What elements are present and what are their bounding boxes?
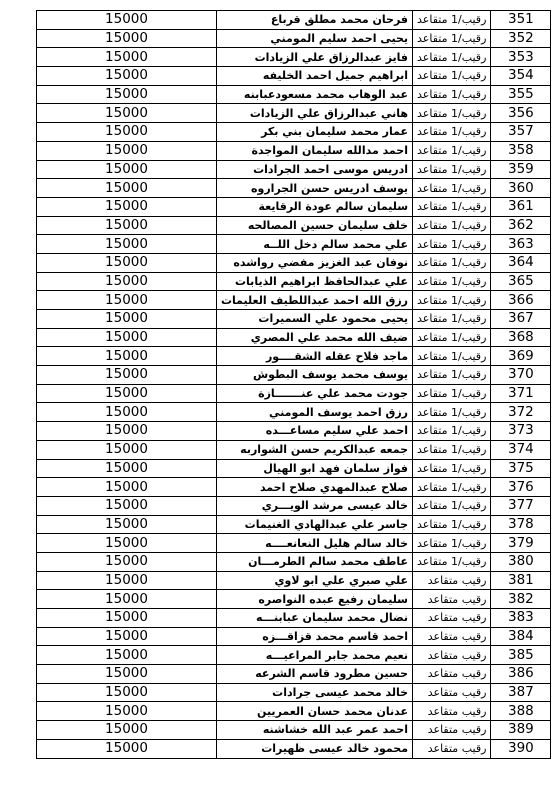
roster-table xyxy=(36,10,551,759)
amount-cell: 15000 xyxy=(37,609,217,628)
rank-cell: رقيب/1 متقاعد xyxy=(413,272,491,291)
rank-cell: رقيب/1 متقاعد xyxy=(413,366,491,385)
number-cell: 371 xyxy=(491,384,551,403)
amount-cell: 15000 xyxy=(37,141,217,160)
rank-cell: رقيب متقاعد xyxy=(413,683,491,702)
number-cell: 389 xyxy=(491,721,551,740)
amount-cell: 15000 xyxy=(37,85,217,104)
table-row xyxy=(37,702,551,721)
amount-cell: 15000 xyxy=(37,459,217,478)
amount-cell: 15000 xyxy=(37,160,217,179)
rank-cell: رقيب/1 متقاعد xyxy=(413,534,491,553)
table-row xyxy=(37,422,551,441)
amount-cell: 15000 xyxy=(37,515,217,534)
table-row xyxy=(37,384,551,403)
amount-cell: 15000 xyxy=(37,534,217,553)
name-cell: علي عبدالحافظ ابراهيم الذيابات xyxy=(217,272,413,291)
rank-cell: رقيب/1 متقاعد xyxy=(413,48,491,67)
amount-cell: 15000 xyxy=(37,310,217,329)
table-row xyxy=(37,721,551,740)
number-cell: 390 xyxy=(491,739,551,758)
number-cell: 378 xyxy=(491,515,551,534)
name-cell: احمد علي سليم مساعـــده xyxy=(217,422,413,441)
name-cell: نعيم محمد جابر المراعيـــه xyxy=(217,646,413,665)
name-cell: فرحان محمد مطلق قرباع xyxy=(217,11,413,30)
rank-cell: رقيب/1 متقاعد xyxy=(413,440,491,459)
number-cell: 375 xyxy=(491,459,551,478)
table-row xyxy=(37,291,551,310)
amount-cell: 15000 xyxy=(37,67,217,86)
rank-cell: رقيب/1 متقاعد xyxy=(413,29,491,48)
number-cell: 355 xyxy=(491,85,551,104)
rank-cell: رقيب/1 متقاعد xyxy=(413,422,491,441)
amount-cell: 15000 xyxy=(37,721,217,740)
amount-cell: 15000 xyxy=(37,552,217,571)
amount-cell: 15000 xyxy=(37,440,217,459)
rank-cell: رقيب متقاعد xyxy=(413,646,491,665)
name-cell: يوسف محمد يوسف البطوش xyxy=(217,366,413,385)
table-row xyxy=(37,552,551,571)
number-cell: 384 xyxy=(491,627,551,646)
number-cell: 383 xyxy=(491,609,551,628)
table-row xyxy=(37,459,551,478)
amount-cell: 15000 xyxy=(37,665,217,684)
table-row xyxy=(37,197,551,216)
number-cell: 372 xyxy=(491,403,551,422)
amount-cell: 15000 xyxy=(37,571,217,590)
roster-body xyxy=(37,11,551,759)
number-cell: 359 xyxy=(491,160,551,179)
table-row xyxy=(37,235,551,254)
name-cell: عاطف محمد سالم الطرمـــان xyxy=(217,552,413,571)
amount-cell: 15000 xyxy=(37,347,217,366)
name-cell: يحيى احمد سليم المومني xyxy=(217,29,413,48)
table-row xyxy=(37,179,551,198)
table-row xyxy=(37,403,551,422)
amount-cell: 15000 xyxy=(37,11,217,30)
number-cell: 374 xyxy=(491,440,551,459)
table-row xyxy=(37,440,551,459)
amount-cell: 15000 xyxy=(37,253,217,272)
amount-cell: 15000 xyxy=(37,702,217,721)
table-row xyxy=(37,496,551,515)
table-row xyxy=(37,123,551,142)
name-cell: خالد محمد عيسى جرادات xyxy=(217,683,413,702)
name-cell: خالد عيسى مرشد الويـــري xyxy=(217,496,413,515)
table-row xyxy=(37,366,551,385)
number-cell: 369 xyxy=(491,347,551,366)
name-cell: يحيى محمود علي السميرات xyxy=(217,310,413,329)
name-cell: علي صبري علي ابو لاوي xyxy=(217,571,413,590)
table-row xyxy=(37,253,551,272)
rank-cell: رقيب/1 متقاعد xyxy=(413,515,491,534)
name-cell: خالد سالم هليل النعانعــــه xyxy=(217,534,413,553)
name-cell: هاني عبدالرزاق علي الزيادات xyxy=(217,104,413,123)
table-row xyxy=(37,141,551,160)
number-cell: 373 xyxy=(491,422,551,441)
rank-cell: رقيب متقاعد xyxy=(413,665,491,684)
rank-cell: رقيب/1 متقاعد xyxy=(413,310,491,329)
number-cell: 377 xyxy=(491,496,551,515)
number-cell: 386 xyxy=(491,665,551,684)
rank-cell: رقيب/1 متقاعد xyxy=(413,216,491,235)
amount-cell: 15000 xyxy=(37,422,217,441)
rank-cell: رقيب/1 متقاعد xyxy=(413,11,491,30)
name-cell: سليمان سالم عودة الرقايعة xyxy=(217,197,413,216)
table-row xyxy=(37,683,551,702)
number-cell: 385 xyxy=(491,646,551,665)
name-cell: ضيف الله محمد علي المصري xyxy=(217,328,413,347)
name-cell: احمد عمر عبد الله خشاشنه xyxy=(217,721,413,740)
number-cell: 367 xyxy=(491,310,551,329)
table-row xyxy=(37,571,551,590)
name-cell: خلف سليمان حسين المصالحه xyxy=(217,216,413,235)
rank-cell: رقيب/1 متقاعد xyxy=(413,67,491,86)
number-cell: 388 xyxy=(491,702,551,721)
number-cell: 354 xyxy=(491,67,551,86)
amount-cell: 15000 xyxy=(37,29,217,48)
name-cell: ابراهيم جميل احمد الخليفه xyxy=(217,67,413,86)
amount-cell: 15000 xyxy=(37,291,217,310)
name-cell: عبد الوهاب محمد مسعودعبابنه xyxy=(217,85,413,104)
number-cell: 376 xyxy=(491,478,551,497)
table-row xyxy=(37,478,551,497)
amount-cell: 15000 xyxy=(37,627,217,646)
number-cell: 380 xyxy=(491,552,551,571)
table-row xyxy=(37,665,551,684)
rank-cell: رقيب متقاعد xyxy=(413,571,491,590)
table-row xyxy=(37,310,551,329)
number-cell: 362 xyxy=(491,216,551,235)
rank-cell: رقيب/1 متقاعد xyxy=(413,459,491,478)
table-row xyxy=(37,739,551,758)
table-row xyxy=(37,11,551,30)
amount-cell: 15000 xyxy=(37,179,217,198)
rank-cell: رقيب متقاعد xyxy=(413,590,491,609)
name-cell: ادريس موسى احمد الجرادات xyxy=(217,160,413,179)
number-cell: 365 xyxy=(491,272,551,291)
number-cell: 363 xyxy=(491,235,551,254)
rank-cell: رقيب متقاعد xyxy=(413,721,491,740)
rank-cell: رقيب/1 متقاعد xyxy=(413,253,491,272)
amount-cell: 15000 xyxy=(37,197,217,216)
rank-cell: رقيب/1 متقاعد xyxy=(413,235,491,254)
name-cell: عمار محمد سليمان بني بكر xyxy=(217,123,413,142)
amount-cell: 15000 xyxy=(37,739,217,758)
table-row xyxy=(37,104,551,123)
number-cell: 387 xyxy=(491,683,551,702)
rank-cell: رقيب/1 متقاعد xyxy=(413,179,491,198)
number-cell: 381 xyxy=(491,571,551,590)
name-cell: نوفان عبد الغزيز مفضي رواشده xyxy=(217,253,413,272)
name-cell: احمد قاسم محمد قزاقـــزه xyxy=(217,627,413,646)
number-cell: 382 xyxy=(491,590,551,609)
number-cell: 353 xyxy=(491,48,551,67)
rank-cell: رقيب متقاعد xyxy=(413,627,491,646)
number-cell: 370 xyxy=(491,366,551,385)
name-cell: ماجد فلاح عقله الشقــــور xyxy=(217,347,413,366)
rank-cell: رقيب/1 متقاعد xyxy=(413,141,491,160)
rank-cell: رقيب متقاعد xyxy=(413,702,491,721)
name-cell: رزق الله احمد عبداللطيف العليمات xyxy=(217,291,413,310)
table-row xyxy=(37,515,551,534)
rank-cell: رقيب/1 متقاعد xyxy=(413,478,491,497)
number-cell: 356 xyxy=(491,104,551,123)
rank-cell: رقيب/1 متقاعد xyxy=(413,496,491,515)
name-cell: جودت محمد علي عنـــــــازة xyxy=(217,384,413,403)
name-cell: محمود خالد عيسى ظهيرات xyxy=(217,739,413,758)
amount-cell: 15000 xyxy=(37,328,217,347)
number-cell: 379 xyxy=(491,534,551,553)
rank-cell: رقيب/1 متقاعد xyxy=(413,552,491,571)
amount-cell: 15000 xyxy=(37,272,217,291)
number-cell: 366 xyxy=(491,291,551,310)
amount-cell: 15000 xyxy=(37,403,217,422)
amount-cell: 15000 xyxy=(37,123,217,142)
name-cell: عدنان محمد حسان العمريين xyxy=(217,702,413,721)
rank-cell: رقيب/1 متقاعد xyxy=(413,160,491,179)
table-row xyxy=(37,160,551,179)
amount-cell: 15000 xyxy=(37,496,217,515)
name-cell: علي محمد سالم دخل اللــه xyxy=(217,235,413,254)
amount-cell: 15000 xyxy=(37,366,217,385)
name-cell: نضال محمد سليمان عبابنـــه xyxy=(217,609,413,628)
rank-cell: رقيب/1 متقاعد xyxy=(413,104,491,123)
number-cell: 368 xyxy=(491,328,551,347)
rank-cell: رقيب/1 متقاعد xyxy=(413,291,491,310)
rank-cell: رقيب/1 متقاعد xyxy=(413,347,491,366)
amount-cell: 15000 xyxy=(37,235,217,254)
table-row xyxy=(37,347,551,366)
rank-cell: رقيب متقاعد xyxy=(413,609,491,628)
number-cell: 358 xyxy=(491,141,551,160)
number-cell: 361 xyxy=(491,197,551,216)
amount-cell: 15000 xyxy=(37,384,217,403)
name-cell: احمد مدالله سليمان المواجدة xyxy=(217,141,413,160)
table-row xyxy=(37,67,551,86)
amount-cell: 15000 xyxy=(37,646,217,665)
number-cell: 352 xyxy=(491,29,551,48)
number-cell: 357 xyxy=(491,123,551,142)
name-cell: يوسف ادريس حسن الجراروه xyxy=(217,179,413,198)
rank-cell: رقيب/1 متقاعد xyxy=(413,85,491,104)
amount-cell: 15000 xyxy=(37,590,217,609)
rank-cell: رقيب/1 متقاعد xyxy=(413,403,491,422)
table-row xyxy=(37,328,551,347)
number-cell: 364 xyxy=(491,253,551,272)
amount-cell: 15000 xyxy=(37,104,217,123)
amount-cell: 15000 xyxy=(37,48,217,67)
name-cell: سليمان رفيع عبده النواصره xyxy=(217,590,413,609)
table-row xyxy=(37,216,551,235)
table-row xyxy=(37,646,551,665)
rank-cell: رقيب/1 متقاعد xyxy=(413,123,491,142)
name-cell: فواز سلمان فهد ابو الهيال xyxy=(217,459,413,478)
table-row xyxy=(37,29,551,48)
table-row xyxy=(37,272,551,291)
table-row xyxy=(37,590,551,609)
rank-cell: رقيب/1 متقاعد xyxy=(413,384,491,403)
table-row xyxy=(37,627,551,646)
name-cell: جمعه عبدالكريم حسن الشواربه xyxy=(217,440,413,459)
rank-cell: رقيب متقاعد xyxy=(413,739,491,758)
number-cell: 351 xyxy=(491,11,551,30)
amount-cell: 15000 xyxy=(37,478,217,497)
table-row xyxy=(37,85,551,104)
amount-cell: 15000 xyxy=(37,216,217,235)
name-cell: حسين مطرود قاسم الشرعه xyxy=(217,665,413,684)
rank-cell: رقيب/1 متقاعد xyxy=(413,328,491,347)
number-cell: 360 xyxy=(491,179,551,198)
table-row xyxy=(37,48,551,67)
name-cell: جاسر علي عبدالهادي الغنيمات xyxy=(217,515,413,534)
rank-cell: رقيب/1 متقاعد xyxy=(413,197,491,216)
amount-cell: 15000 xyxy=(37,683,217,702)
name-cell: صلاح عبدالمهدي صلاح احمد xyxy=(217,478,413,497)
name-cell: فايز عبدالرزاق علي الزيادات xyxy=(217,48,413,67)
table-row xyxy=(37,534,551,553)
name-cell: رزق احمد يوسف المومني xyxy=(217,403,413,422)
table-row xyxy=(37,609,551,628)
